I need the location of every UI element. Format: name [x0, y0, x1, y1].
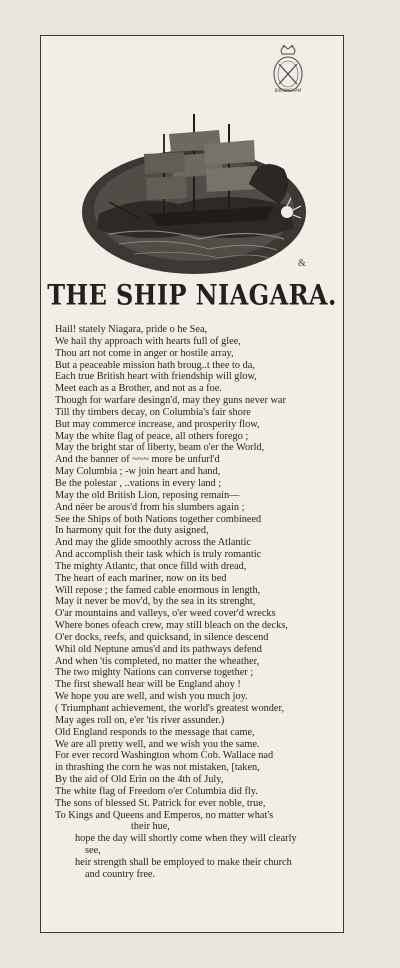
poem-line: By the aid of Old Erin on the 4th of July,: [55, 774, 224, 786]
poem-line: Whil old Neptune amus'd and its pathways defend: [55, 643, 262, 655]
poem-line: And when 'tis completed, no matter the wheather,: [55, 655, 260, 667]
poem-line: Till thy timbers decay, on Columbia's fair shore: [55, 406, 251, 418]
poem-line: Be the polestar , ..vations in every land ;: [55, 477, 222, 489]
poem-line: Hail! stately Niagara, pride o he Sea,: [55, 324, 208, 335]
poem-line: We hail thy approach with hearts full of glee,: [55, 335, 241, 347]
poem-line: Will repose ; the famed cable enormous in length,: [55, 584, 261, 596]
poem-line: ( Triumphant achievement, the world's greatest wonder,: [55, 703, 285, 714]
poem-line: Each true British heart with friendship will glow,: [55, 371, 257, 383]
poem-line: May the white flag of peace, all others forego ;: [55, 430, 249, 442]
poem-line: May Columbia ; -w join heart and hand,: [55, 466, 221, 478]
ship-engraving: [79, 94, 309, 274]
ampersand-mark: &: [298, 258, 306, 269]
poem-line: But a peaceable mission hath broug..t thee to da,: [55, 359, 255, 371]
poem-line: In harmony quit for the duty asigned,: [55, 525, 209, 537]
poem-line: To Kings and Queens and Emperos, no matter what's: [55, 809, 274, 821]
poem-line: The white flag of Freedom o'er Columbia did fly.: [55, 785, 258, 797]
poem-line: The two mighty Nations can converse together ;: [55, 667, 254, 679]
poem-line: The first shewall hear will be England ahoy !: [55, 679, 241, 691]
poem-line: see,: [85, 845, 101, 857]
poem-line: their hue,: [131, 821, 170, 833]
poem-line: But may commerce increase, and prosperity flow,: [55, 418, 260, 430]
poem-line: We hope you are well, and wish you much joy.: [55, 691, 248, 703]
poem-line: And the banner of ~~~ more be unfurl'd: [55, 454, 220, 466]
poem-line: The mighty Atlantc, that once filld with dread,: [55, 560, 247, 572]
page-title: THE SHIP NIAGARA.: [47, 278, 337, 312]
poem-line: Thou art not come in anger or hostile array,: [55, 347, 234, 359]
poem-line: heir strength shall be employed to make their church: [75, 856, 292, 868]
poem-line: hope the day will shortly come when they will clearly: [75, 833, 297, 845]
poem-line: O'ar mountains and valleys, o'er weed cover'd wrecks: [55, 608, 276, 620]
poem-line: The sons of blessed St. Patrick for ever noble, true,: [55, 797, 266, 809]
poem-line: Where bones ofeach crew, may still bleach on the decks,: [55, 620, 288, 632]
poem-line: Meet each as a Brother, and not as a foe.: [55, 383, 222, 395]
poem-text: [55, 324, 345, 881]
poem-line: And nëer be arous'd from his slumbers again ;: [55, 501, 245, 513]
poem-line: The heart of each mariner, now on its bed: [55, 572, 227, 584]
poem-line: Though for warfare desingn'd, may they guns never war: [55, 395, 286, 407]
poem-line: May ages roll on, e'er 'tis river assunder.): [55, 714, 225, 726]
emblem-text: BIRMINGHAM: [274, 88, 302, 93]
poem-line: May the old British Lion, reposing remain—: [55, 489, 240, 501]
poem-line: See the Ships of both Nations together combineed: [55, 513, 262, 525]
poem-line: And accomplish their task which is truly romantic: [55, 549, 262, 561]
poem-line: O'er docks, reefs, and quicksand, in silence descend: [55, 631, 269, 643]
poem-line: For ever record Washington whom Cob. Wallace nad: [55, 750, 274, 762]
poem-line: in thrashing the corn he was not mistaken, [taken,: [55, 762, 260, 774]
poem-line: and country free.: [85, 868, 156, 880]
poem-line: Old England responds to the message that came,: [55, 726, 255, 738]
broadside-sheet: [40, 35, 344, 933]
poem-line: May the bright star of liberty, beam o'er the World,: [55, 442, 265, 454]
poem-line: We are all pretty well, and we wish you the same.: [55, 738, 260, 750]
poem-line: May it never be mov'd, by the sea in its strenght,: [55, 596, 256, 608]
poem-line: And may the glide smoothly across the Atlantic: [55, 537, 251, 549]
crown-shield-emblem-icon: [269, 44, 307, 94]
